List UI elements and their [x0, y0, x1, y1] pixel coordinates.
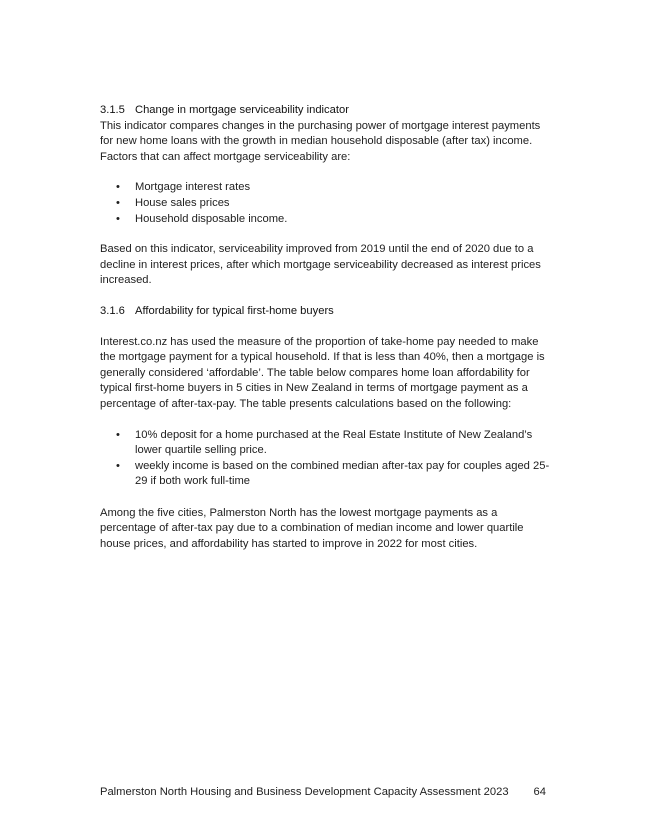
list-item [100, 428, 550, 459]
bullet-icon: • [116, 428, 120, 441]
footer-document-title: Palmerston North Housing and Business Development Capacity Assessment 2023 [100, 786, 509, 798]
page-body [100, 103, 550, 553]
serviceability-conclusion-paragraph: Based on this indicator, serviceability improved from 2019 until the end of 2020 due to a decline in interest prices, after which mortgage serviceability decreased as interest prices increased. [100, 243, 541, 287]
serviceability-factors-list [100, 180, 550, 227]
page-footer [100, 785, 546, 800]
bullet-icon: • [116, 459, 120, 472]
list-item [100, 459, 550, 490]
list-item-text: House sales prices [135, 196, 230, 209]
list-item [100, 180, 550, 196]
list-item [100, 196, 550, 212]
bullet-icon: • [116, 212, 120, 225]
section-heading-3-1-5 [100, 103, 550, 119]
list-item-text: Mortgage interest rates [135, 181, 251, 194]
section-title: Affordability for typical first-home buyers [135, 304, 334, 317]
section-number: 3.1.5 [100, 104, 125, 116]
section-heading-3-1-6 [100, 304, 550, 320]
list-item-text: 10% deposit for a home purchased at the Real Estate Institute of New Zealand’s lower quartile selling price. [135, 428, 533, 457]
list-item-text: weekly income is based on the combined median after-tax pay for couples aged 25-29 if both work full-time [135, 459, 550, 488]
affordability-assumptions-list [100, 428, 550, 490]
list-item [100, 212, 550, 228]
affordability-conclusion-paragraph: Among the five cities, Palmerston North has the lowest mortgage payments as a percentage of after-tax pay due to a combination of median income and lower quartile house prices, and affordability has started to improve in 2022 for most cities. [100, 506, 524, 551]
bullet-icon: • [116, 181, 120, 194]
page-number: 64 [533, 786, 546, 798]
section-title: Change in mortgage serviceability indicator [135, 104, 349, 116]
section-intro-paragraph: This indicator compares changes in the purchasing power of mortgage interest payments for new home loans with the growth in median household disposable (after tax) income. Factors that can affect mortgage serviceability are: [100, 119, 541, 163]
affordability-intro-paragraph: Interest.co.nz has used the measure of the proportion of take-home pay needed to make the mortgage payment for a typical household. If that is less than 40%, then a mortgage is generally considered ‘affordable’. The table below compares home loan affordability for typical first-home buyers in 5 cities in New Zealand in terms of mortgage payment as a percentage of after-tax-pay. The table presents calculations based on the following: [100, 335, 545, 410]
section-number: 3.1.6 [100, 304, 125, 317]
list-item-text: Household disposable income. [135, 212, 288, 225]
bullet-icon: • [116, 196, 120, 209]
